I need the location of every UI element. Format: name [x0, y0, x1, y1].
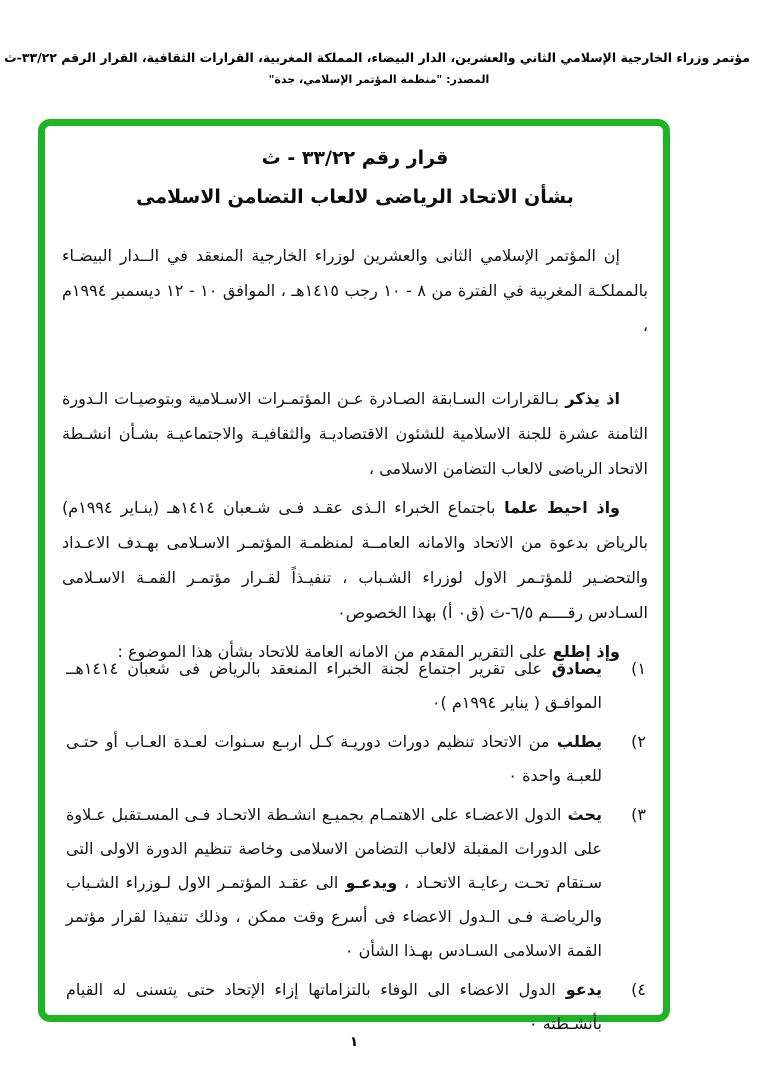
- preamble-paragraphs: [62, 238, 648, 669]
- resolution-item: [62, 652, 648, 720]
- item-text: [62, 725, 602, 793]
- paragraph-text: باجتماع الخبراء الـذى عقـد فـى شـعبان ١٤١٤هـ (ينـاير ١٩٩٤م) بالرياض بدعوة من الاتحاد والامانه العامــة لمنظمـة المؤتمـر الاسـلامى بهـدف الاعـداد والتحضـير للمؤتـمر الاول لوزراء الشـباب ، تنفيـذاً لقـرار مؤتمـر القمـة الاسـلامى السـادس رقــــم ٦/٥-ث (ق٠ أ) بهذا الخصوص٠: [62, 498, 648, 622]
- item-number: ٢): [631, 732, 646, 751]
- page-number: ١: [349, 1034, 359, 1050]
- item-number: ٤): [631, 980, 646, 999]
- doc-header: [4, 50, 750, 86]
- item-number: ١): [631, 659, 646, 678]
- paragraph-text: الدول الاعضـاء على الاهتمـام بجميـع انشـطة الاتحـاد فـى المسـتقبل عـلاوة على الدورات المقبلة لالعاب التضامن الاسلامى وخاصة تنظيم الدورة الاولى التى سـتقام تحـت رعايـة الاتحـاد ،: [66, 805, 602, 892]
- resolution-item: [62, 725, 648, 793]
- paragraph-text: إن المؤتمر الإسلامي الثانى والعشرين لوزراء الخارجية المنعقد في الــدار البيضـاء بالمملكـة المغربية في الفترة من ٨ - ١٠ رجب ١٤١٥هـ ، الموافق ١٠ - ١٢ ديسمبر ١٩٩٤م ،: [62, 246, 648, 335]
- resolution-number-title: قرار رقم ٣٣/٢٢ - ث: [261, 147, 449, 169]
- resolution-subject-title: بشأن الاتحاد الرياضى لالعاب التضامن الاسلامى: [136, 186, 574, 208]
- header-source-line: المصدر: "منظمة المؤتمر الإسلامي، جدة": [268, 73, 490, 86]
- resolution-items: [62, 652, 648, 1041]
- item-text: [62, 973, 602, 1041]
- item-number: ٣): [631, 805, 646, 824]
- paragraph-lead: يحث: [561, 805, 603, 824]
- paragraph-text: من الاتحاد تنظيم دورات دوريـة كـل اربـع سـنوات لعـدة العـاب أو حتـى للعبـة واحدة ٠: [66, 732, 602, 785]
- preamble-paragraph: [62, 381, 648, 486]
- header-conference-line: مؤتمر وزراء الخارجية الإسلامي الثاني والعشرين، الدار البيضاء، المملكة المغربية، القرارات الثقافية، القرار الرقم ٣٣/٢٢-ث: [4, 50, 750, 65]
- paragraph-lead: يصادق: [542, 659, 602, 678]
- paragraph-lead: واذ احيط علما: [495, 498, 621, 517]
- paragraph-lead: اذ يذكر: [558, 389, 620, 408]
- paragraph-lead: وإذ إطلع: [547, 642, 620, 661]
- resolution-item: [62, 973, 648, 1041]
- paragraph-lead: ويدعـو: [338, 873, 398, 892]
- paragraph-text: بـالقرارات السـابقة الصـادرة عـن المؤتمـرات الاسـلامية وبتوصيـات الـدورة الثامنة عشرة للجنة الاسلامية للشئون الاقتصاديـة والثقافيـة والاجتماعيـة بشـأن انشـطة الاتحاد الرياضى لالعاب التضامن الاسلامى ،: [62, 389, 648, 478]
- preamble-paragraph: [62, 490, 648, 630]
- resolution-item: [62, 798, 648, 968]
- item-text: [62, 798, 602, 968]
- paragraph-lead: يطلب: [549, 732, 602, 751]
- item-text: [62, 652, 602, 720]
- paragraph-lead: يدعو: [555, 980, 603, 999]
- paragraph-text: الى عقـد المؤتمـر الاول لـوزراء الشـباب والرياضـة فـى الـدول الاعضاء فى أسرع وقت ممكن ، وذلك تنفيذا لقرار مؤتمر القمة الاسلامى السـادس بهـذا الشأن ٠: [66, 873, 602, 960]
- preamble-paragraph: [62, 238, 648, 343]
- paragraph-text: الدول الاعضاء الى الوفاء بالتزاماتها إزاء الإتحاد حتى يتسنى له القيام بأنشـطته ٠: [66, 980, 602, 1033]
- paragraph-text: على التقرير المقدم من الامانه العامة للاتحاد بشأن هذا الموضوع :: [117, 642, 548, 661]
- paragraph-text: على تقرير اجتماع لجنة الخبراء المنعقد بالرياض فى شعبان ١٤١٤هــ الموافـق ( يناير ١٩٩٤م )٠: [66, 659, 602, 712]
